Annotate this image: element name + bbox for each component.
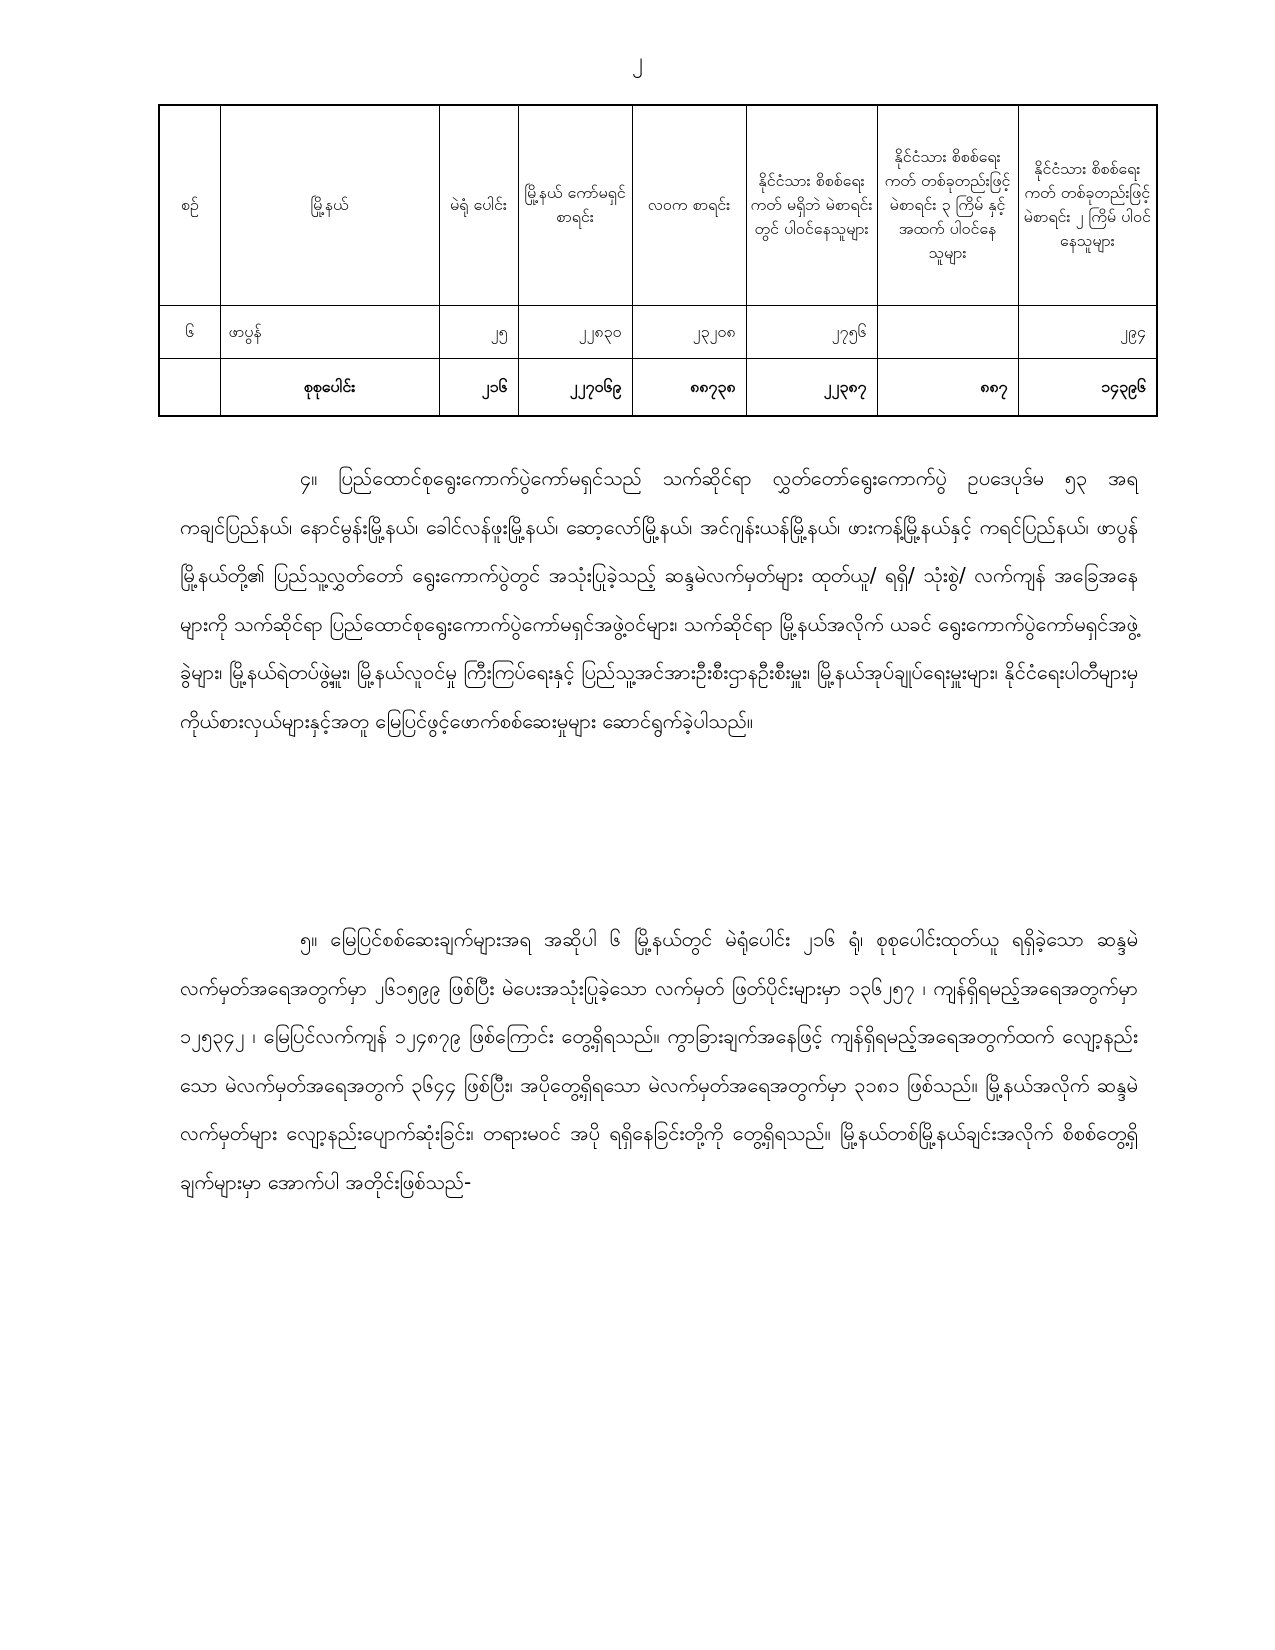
cell-total-immigration-list: ၈၈၇၃၈ xyxy=(632,358,746,416)
cell-three-plus xyxy=(877,305,1018,358)
cell-immigration-list: ၂၃၂၀၈ xyxy=(632,305,746,358)
table-header-row xyxy=(159,105,1157,305)
page-number: ၂ xyxy=(632,49,643,74)
cell-township: ဖာပွန် xyxy=(220,305,439,358)
header-immigration-list: လဝက စာရင်း xyxy=(632,105,746,305)
table-total-row xyxy=(159,358,1157,416)
paragraph-5: ၅။ မြေပြင်စစ်ဆေးချက်များအရ အဆိုပါ ၆ မြို့နယ်တွင် မဲရုံပေါင်း ၂၁၆ ရုံ၊ စုစုပေါင်းထုတ်ယူ ရရှိခဲ့သော ဆန္ဒမဲလက်မှတ်အရေအတွက်မှာ ၂၆၁၅၉၉ ဖြစ်ပြီး မဲပေးအသုံးပြုခဲ့သော လက်မှတ် ဖြတ်ပိုင်းများမှာ ၁၃၆၂၅၇ ၊ ကျန်ရှိရမည့်အရေအတွက်မှာ ၁၂၅၃၄၂ ၊ မြေပြင်လက်ကျန် ၁၂၄၈၇၉ ဖြစ်ကြောင်း တွေ့ရှိရသည်။ ကွာခြားချက်အနေဖြင့် ကျန်ရှိရမည့်အရေအတွက်ထက် လျော့နည်းသော မဲလက်မှတ်အရေအတွက် ၃၆၄၄ ဖြစ်ပြီး၊ အပိုတွေ့ရှိရသော မဲလက်မှတ်အရေအတွက်မှာ ၃၁၈၁ ဖြစ်သည်။ မြို့နယ်အလိုက် ဆန္ဒမဲလက်မှတ်များ လျော့နည်းပျောက်ဆုံးခြင်း၊ တရားမဝင် အပို ရရှိနေခြင်းတို့ကို တွေ့ရှိရသည်။ မြို့နယ်တစ်မြို့နယ်ချင်းအလိုက် စိစစ်တွေ့ရှိချက်များမှာ အောက်ပါ အတိုင်းဖြစ်သည်- xyxy=(180,927,1138,1194)
cell-total-three-plus: ၈၈၇ xyxy=(877,358,1018,416)
header-polling-stations: မဲရုံ ပေါင်း xyxy=(439,105,518,305)
cell-total-polling-stations: ၂၁၆ xyxy=(439,358,518,416)
cell-polling-stations: ၂၅ xyxy=(439,305,518,358)
cell-total-no-nrc: ၂၂၃၈၇ xyxy=(746,358,877,416)
header-twice: နိုင်ငံသား စိစစ်ရေးကတ် တစ်ခုတည်းဖြင့် မဲစာရင်း ၂ ကြိမ် ပါဝင်နေသူများ xyxy=(1018,105,1157,305)
header-serial: စဉ် xyxy=(159,105,220,305)
header-no-nrc: နိုင်ငံသား စိစစ်ရေးကတ် မရှိဘဲ မဲစာရင်းတွင် ပါဝင်နေသူများ xyxy=(746,105,877,305)
cell-total-twice: ၁၄၃၉၆ xyxy=(1018,358,1157,416)
header-commission-list: မြို့နယ် ကော်မရှင် စာရင်း xyxy=(518,105,632,305)
cell-total-commission-list: ၂၂၇၀၆၉ xyxy=(518,358,632,416)
paragraph-4: ၄။ ပြည်ထောင်စုရွေးကောက်ပွဲကော်မရှင်သည် သက်ဆိုင်ရာ လွှတ်တော်ရွေးကောက်ပွဲ ဥပဒေပုဒ်မ ၅၃ အရ ကချင်ပြည်နယ်၊ နောင်မွန်းမြို့နယ်၊ ခေါင်လန်ဖူးမြို့နယ်၊ ဆော့လော်မြို့နယ်၊ အင်ဂျန်းယန်မြို့နယ်၊ ဖားကန့်မြို့နယ်နှင့် ကရင်ပြည်နယ်၊ ဖာပွန်မြို့နယ်တို့၏ ပြည်သူ့လွှတ်တော် ရွေးကောက်ပွဲတွင် အသုံးပြုခဲ့သည့် ဆန္ဒမဲလက်မှတ်များ ထုတ်ယူ/ ရရှိ/ သုံးစွဲ/ လက်ကျန် အခြေအနေများကို သက်ဆိုင်ရာ ပြည်ထောင်စုရွေးကောက်ပွဲကော်မရှင်အဖွဲ့ဝင်များ၊ သက်ဆိုင်ရာ မြို့နယ်အလိုက် ယခင် ရွေးကောက်ပွဲကော်မရှင်အဖွဲ့ခွဲများ၊ မြို့နယ်ရဲတပ်ဖွဲ့မှူး၊ မြို့နယ်လူဝင်မှု ကြီးကြပ်ရေးနှင့် ပြည်သူ့အင်အားဦးစီးဌာနဦးစီးမှူး၊ မြို့နယ်အုပ်ချုပ်ရေးမှူးများ၊ နိုင်ငံရေးပါတီများမှ ကိုယ်စားလှယ်များနှင့်အတူ မြေပြင်ဖွင့်ဖောက်စစ်ဆေးမှုများ ဆောင်ရွက်ခဲ့ပါသည်။ xyxy=(180,466,1138,733)
cell-total-serial xyxy=(159,358,220,416)
header-township: မြို့နယ် xyxy=(220,105,439,305)
header-three-plus: နိုင်ငံသား စိစစ်ရေးကတ် တစ်ခုတည်းဖြင့် မဲစာရင်း ၃ ကြိမ် နှင့်အထက် ပါဝင်နေသူများ xyxy=(877,105,1018,305)
cell-no-nrc: ၂၇၅၆ xyxy=(746,305,877,358)
cell-total-label: စုစုပေါင်း xyxy=(220,358,439,416)
cell-commission-list: ၂၂၈၃၀ xyxy=(518,305,632,358)
results-table xyxy=(158,104,1158,417)
table-row xyxy=(159,305,1157,358)
cell-twice: ၂၉၄ xyxy=(1018,305,1157,358)
cell-serial: ၆ xyxy=(159,305,220,358)
